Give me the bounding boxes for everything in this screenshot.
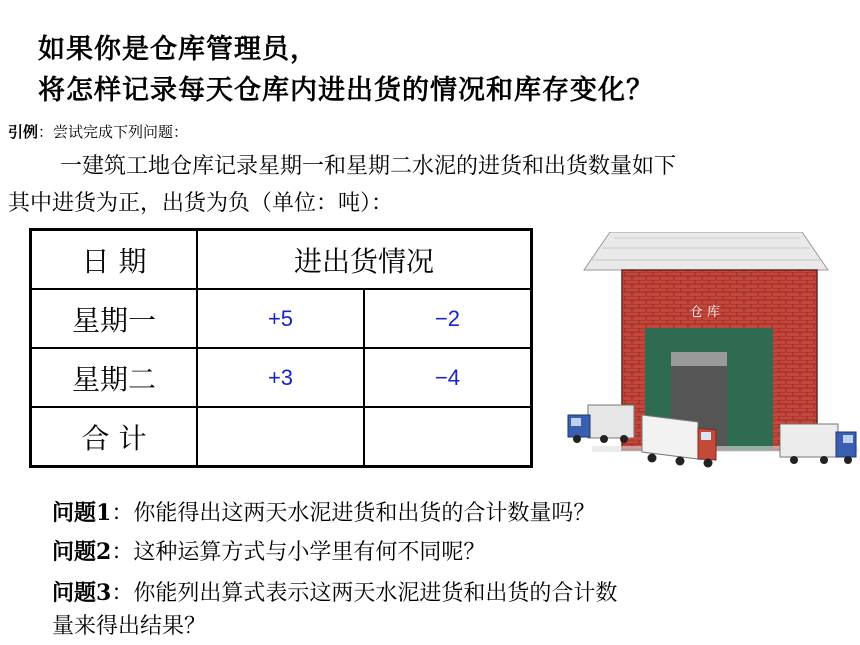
title-line-1: 如果你是仓库管理员，	[38, 34, 318, 65]
example-instruction: ：尝试完成下列问题：	[38, 123, 189, 141]
warehouse-sign: 仓 库	[689, 305, 721, 320]
table-row	[31, 348, 532, 407]
question-1	[52, 496, 595, 527]
cell-in: +5	[197, 289, 364, 348]
cell-total-in	[197, 407, 364, 467]
cell-in: +3	[197, 348, 364, 407]
question-1-label: 问题1	[52, 500, 112, 526]
row-label: 星期一	[31, 289, 198, 348]
example-lead: 引例	[8, 123, 39, 141]
cell-out: −2	[364, 289, 532, 348]
record-table	[29, 228, 533, 468]
cell-total-out	[364, 407, 532, 467]
truck-right-icon	[780, 424, 856, 464]
question-3-text: ：你能列出算式表示这两天水泥进货和出货的合计数	[111, 581, 618, 606]
warehouse-illustration	[562, 232, 858, 472]
example-paragraph-line-1: 一建筑工地仓库记录星期一和星期二水泥的进货和出货数量如下	[60, 154, 677, 179]
question-1-text: ：你能得出这两天水泥进货和出货的合计数量吗？	[111, 501, 596, 526]
question-3-label: 问题3	[52, 580, 112, 606]
cell-out: −4	[364, 348, 532, 407]
table-header-row	[31, 230, 532, 290]
question-2	[52, 535, 485, 566]
header-date: 日 期	[31, 230, 198, 290]
table-row	[31, 407, 532, 467]
truck-left-icon	[568, 405, 634, 443]
example-paragraph-line-2: 其中进货为正，出货为负（单位：吨）：	[8, 191, 394, 216]
question-3	[52, 576, 617, 607]
question-2-text: ：这种运算方式与小学里有何不同呢？	[111, 540, 486, 565]
table-row	[31, 289, 532, 348]
row-label: 星期二	[31, 348, 198, 407]
title-line-2: 将怎样记录每天仓库内进出货的情况和库存变化？	[38, 75, 654, 106]
question-2-label: 问题2	[52, 539, 112, 565]
example-label	[8, 121, 188, 142]
question-3-continuation: 量来得出结果？	[52, 614, 207, 639]
row-label-total: 合 计	[31, 407, 198, 467]
header-status: 进出货情况	[197, 230, 532, 290]
